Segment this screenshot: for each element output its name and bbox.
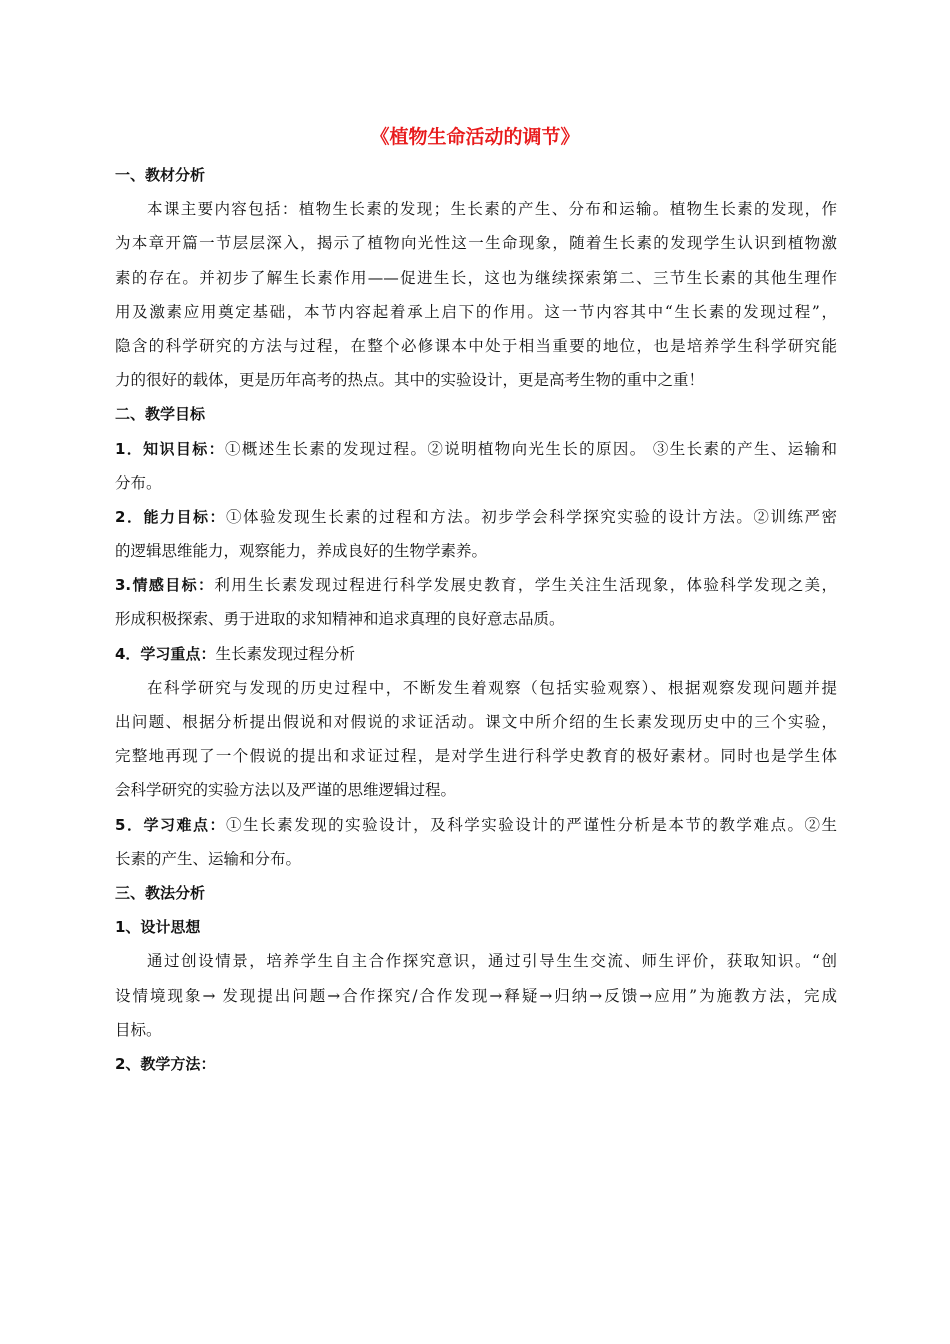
paragraph-line: 出问题、根据分析提出假说和对假说的求证活动。课文中所介绍的生长素发现历史中的三个实验， — [115, 713, 837, 731]
goal-ability — [115, 500, 837, 534]
goal-text: ①体验发现生长素的过程和方法。初步学会科学探究实验的设计方法。②训练严密 — [226, 507, 837, 526]
goal-text-cont: 形成积极探索、勇于进取的求知精神和追求真理的良好意志品质。 — [115, 610, 565, 629]
goal-text-cont: 分布。 — [115, 473, 162, 492]
paragraph-line: 在科学研究与发现的历史过程中，不断发生着观察（包括实验观察）、根据观察发现问题并提 — [147, 678, 837, 697]
paragraph-line: 本课主要内容包括：植物生长素的发现；生长素的产生、分布和运输。植物生长素的发现，作 — [147, 200, 837, 219]
goal-label: 1．知识目标： — [115, 439, 225, 458]
section-heading-textbook-analysis: 一、教材分析 — [115, 166, 206, 184]
paragraph-line: 素的存在。并初步了解生长素作用——促进生长，这也为继续探索第二、三节生长素的其他生理作 — [115, 268, 837, 287]
goal-key-point — [115, 637, 837, 671]
paragraph-line: 目标。 — [115, 1020, 162, 1039]
goal-text: ①生长素发现的实验设计，及科学实验设计的严谨性分析是本节的教学难点。②生 — [226, 815, 837, 834]
paragraph-line: 完整地再现了一个假说的提出和求证过程，是对学生进行科学史教育的极好素材。同时也是学生体 — [115, 747, 837, 766]
goal-label: 5．学习难点： — [115, 815, 227, 834]
section-heading-teaching-method: 三、教法分析 — [115, 883, 206, 902]
paragraph-line: 设情境现象→ 发现提出问题→合作探究/合作发现→释疑→归纳→反馈→应用”为施教方法，完成 — [115, 986, 837, 1005]
goal-difficulty — [115, 808, 837, 842]
paragraph-line: 通过创设情景，培养学生自主合作探究意识，通过引导生生交流、师生评价，获取知识。“创 — [147, 952, 837, 971]
goal-text: 利用生长素发现过程进行科学发展史教育，学生关注生活现象，体验科学发现之美， — [214, 576, 837, 595]
goal-emotion — [115, 568, 837, 602]
paragraph-line: 用及激素应用奠定基础，本节内容起着承上启下的作用。这一节内容其中“生长素的发现过程”， — [115, 302, 837, 321]
paragraph-line: 为本章开篇一节层层深入，揭示了植物向光性这一生命现象，随着生长素的发现学生认识到植物激 — [115, 234, 837, 253]
document-body — [115, 158, 837, 1081]
subsection-heading-design: 1、设计思想 — [115, 918, 201, 937]
paragraph-line: 力的很好的载体，更是历年高考的热点。其中的实验设计，更是高考生物的重中之重！ — [115, 371, 705, 390]
goal-text-cont: 长素的产生、运输和分布。 — [115, 849, 302, 868]
subsection-heading-methods: 2、教学方法： — [115, 1054, 216, 1073]
goal-knowledge — [115, 432, 837, 466]
paragraph-line: 会科学研究的实验方法以及严谨的思维逻辑过程。 — [115, 781, 457, 800]
paragraph-line: 隐含的科学研究的方法与过程，在整个必修课本中处于相当重要的地位，也是培养学生科学研究能 — [115, 336, 837, 355]
goal-label: 4．学习重点： — [115, 644, 216, 663]
goal-text: 生长素发现过程分析 — [215, 644, 355, 663]
section-heading-teaching-goals: 二、教学目标 — [115, 405, 206, 424]
goal-text-cont: 的逻辑思维能力，观察能力，养成良好的生物学素养。 — [115, 542, 488, 561]
goal-text: ①概述生长素的发现过程。②说明植物向光生长的原因。 ③生长素的产生、运输和 — [224, 439, 837, 458]
document-title: 《植物生命活动的调节》 — [370, 126, 580, 148]
goal-label: 2．能力目标： — [115, 507, 227, 526]
goal-label: 3.情感目标： — [115, 576, 215, 595]
